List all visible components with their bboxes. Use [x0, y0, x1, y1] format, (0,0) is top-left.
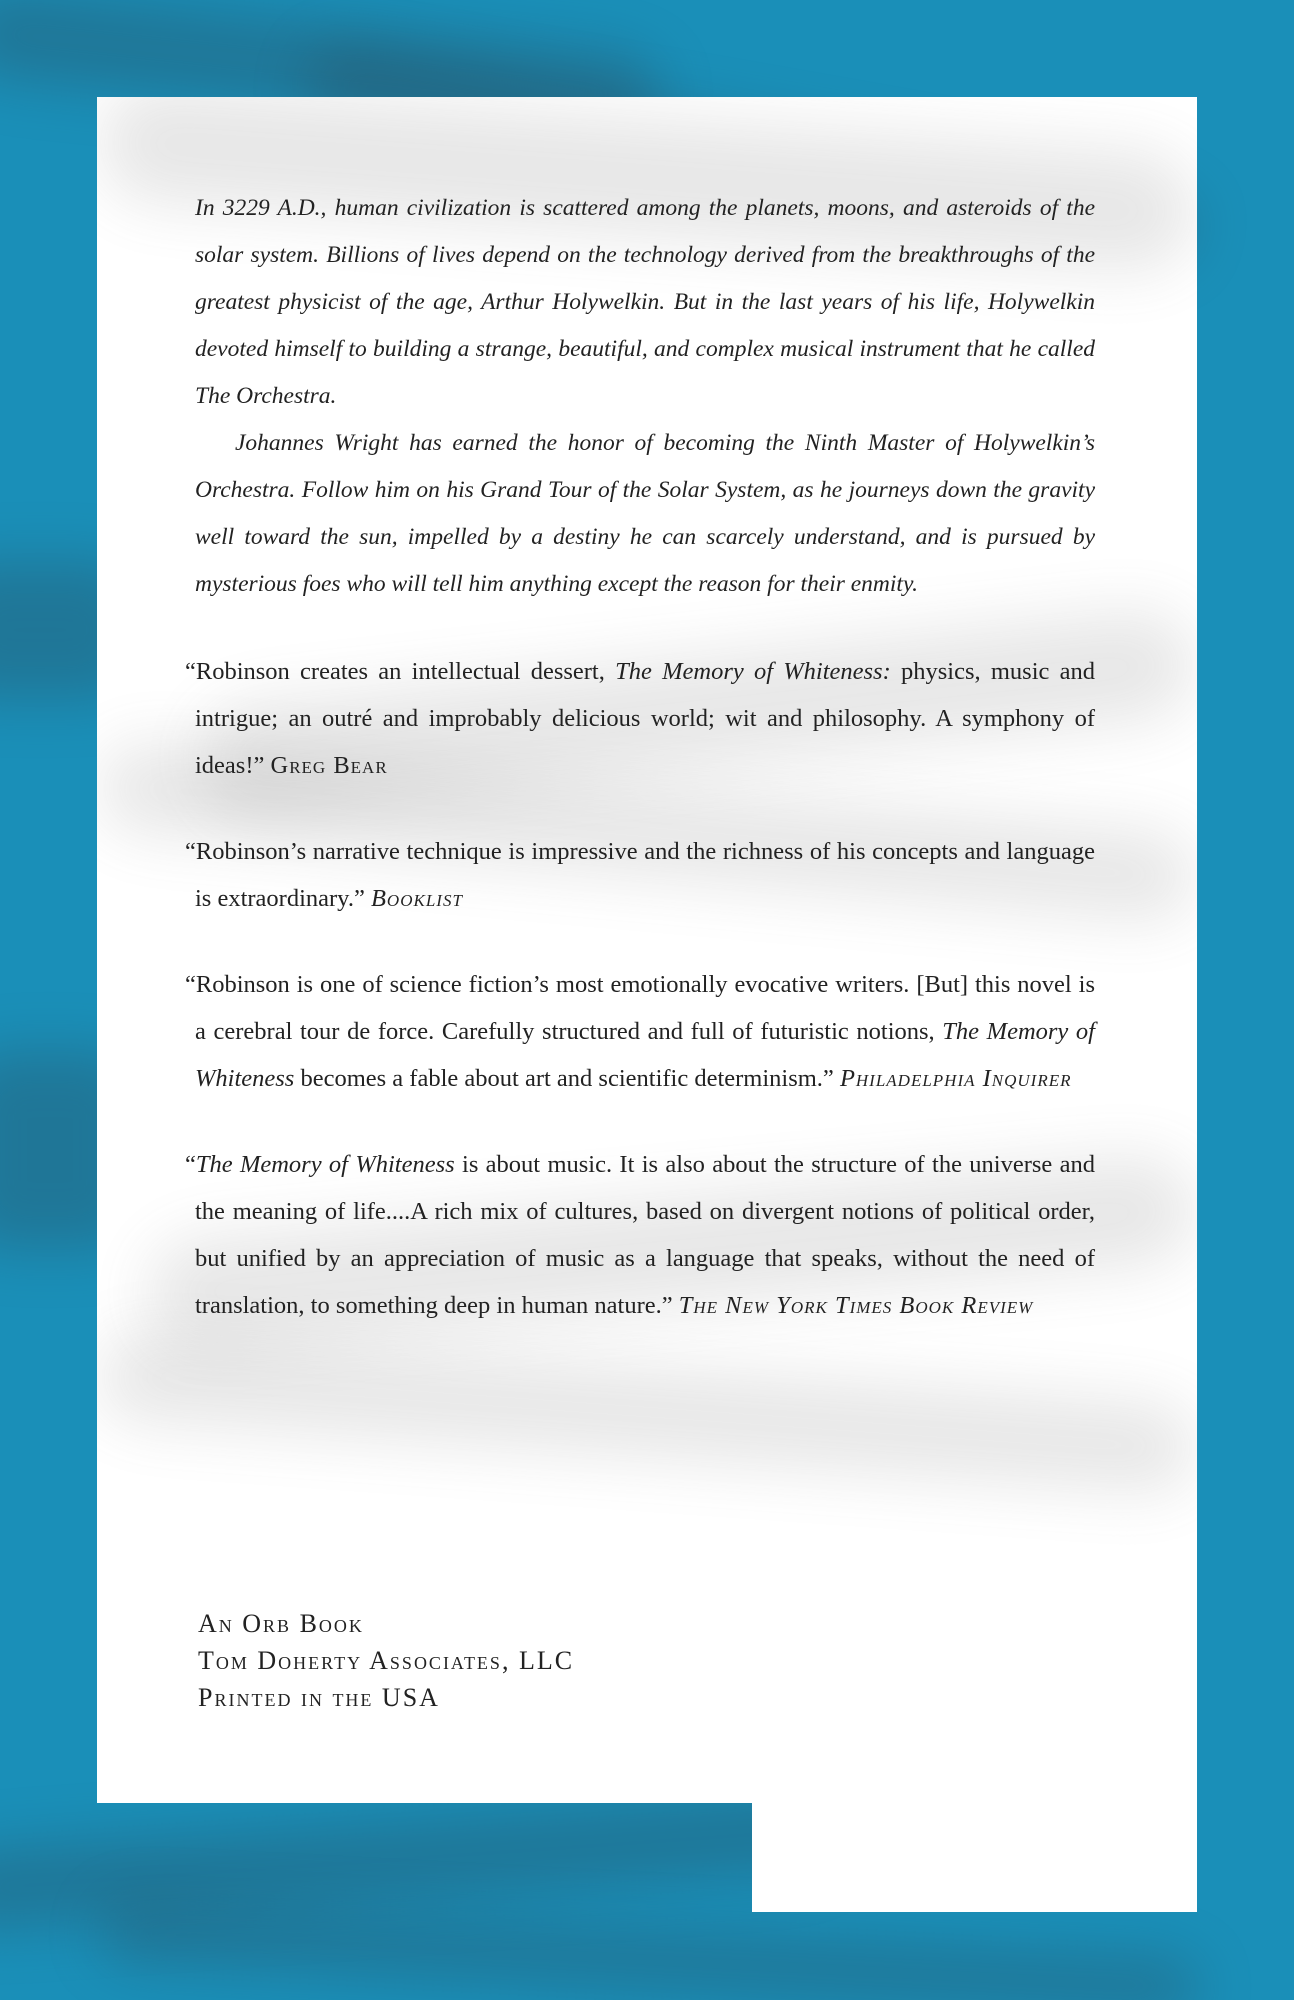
- review-quote-3: [185, 961, 1095, 1102]
- quote-source: Booklist: [370, 885, 463, 912]
- review-quote-4: [185, 1141, 1095, 1329]
- quote-text: “: [185, 1151, 196, 1178]
- book-title: The Memory of Whiteness: [195, 1018, 1095, 1092]
- quote-text: physics, music and intrigue; an outré and improbably delicious world; wit and philosophy. A symphony of ideas!”: [195, 658, 1095, 779]
- review-quote-1: [185, 648, 1095, 789]
- back-cover-text: [185, 185, 1095, 1354]
- blurb-paragraph-1: In 3229 A.D., human civilization is scattered among the planets, moons, and asteroids of the solar system. Billions of lives depend on the technology derived from the breakthroughs of the greatest physicist of the age, Arthur Holywelkin. But in the last years of his life, Holywelkin devoted himself to building a strange, beautiful, and complex musical instrument that he called The Orchestra.: [195, 195, 1095, 409]
- quote-text: is about music. It is also about the structure of the universe and the meaning of life....A rich mix of cultures, based on divergent notions of political order, but unified by an appreciation of music as a language that speaks, without the need of translation, to something deep in human nature.”: [195, 1151, 1095, 1319]
- book-title: The Memory of Whiteness: [195, 1151, 455, 1178]
- book-title: The Memory of Whiteness:: [615, 658, 891, 685]
- quote-source: The New York Times Book Review: [678, 1292, 1034, 1319]
- quote-text: “Robinson’s narrative technique is impressive and the richness of his concepts and language is extraordinary.”: [185, 838, 1095, 912]
- quote-source: Philadelphia Inquirer: [839, 1065, 1072, 1092]
- book-blurb: [195, 185, 1095, 608]
- imprint-line-2: Tom Doherty Associates, LLC: [198, 1646, 575, 1675]
- imprint-line-1: An Orb Book: [198, 1609, 364, 1638]
- quote-text: “Robinson is one of science fiction’s most emotionally evocative writers. [But] this novel is a cerebral tour de force. Carefully structured and full of futuristic notions,: [185, 971, 1095, 1045]
- quote-source: Greg Bear: [270, 752, 388, 779]
- publisher-imprint: [198, 1605, 574, 1716]
- quote-text: becomes a fable about art and scientific determinism.”: [294, 1065, 840, 1092]
- blurb-paragraph-2: Johannes Wright has earned the honor of becoming the Ninth Master of Holywelkin’s Orchestra. Follow him on his Grand Tour of the Solar System, as he journeys down the gravity well toward the sun, impelled by a destiny he can scarcely understand, and is pursued by mysterious foes who will tell him anything except the reason for their enmity.: [195, 430, 1095, 597]
- review-quote-2: [185, 828, 1095, 922]
- imprint-line-3: Printed in the USA: [198, 1683, 440, 1712]
- text-panel-extension: [752, 1800, 1197, 1912]
- quote-text: “Robinson creates an intellectual dessert,: [185, 658, 616, 685]
